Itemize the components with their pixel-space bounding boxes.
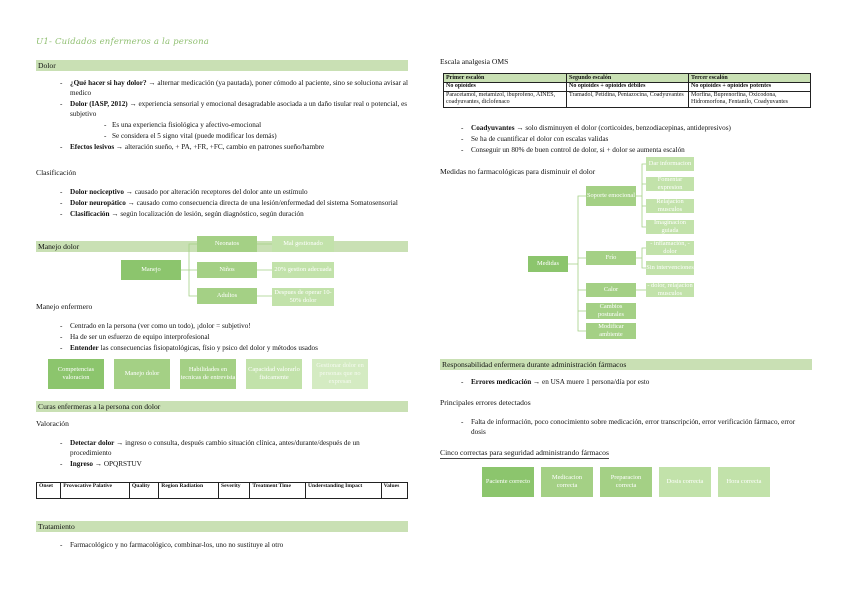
list-item-term: Errores medicación <box>471 378 532 386</box>
manejo-branch-adultos: Adultos <box>197 288 257 304</box>
manejo-leaf-neonatos: Mal gestionado <box>272 236 334 252</box>
list-item-text: Es una experiencia fisiológica y afectivo-emocional <box>112 120 262 129</box>
section-dolor-heading: Dolor <box>36 60 408 71</box>
enfermero-box-5: Gestionar dolor en personas que no expresan <box>312 359 368 389</box>
list-item-text: → experiencia sensorial y emocional desagradable asociada a un daño tisular real o potencial, es subjetivo <box>70 99 408 118</box>
section-valoracion-heading: Valoración <box>36 419 69 428</box>
section-oms-heading: Escala analgesia OMS <box>440 57 509 66</box>
section-cinco-heading: Cinco correctas para seguridad administrando fármacos <box>440 448 609 459</box>
list-item-text: Farmacológico y no farmacológico, combinar-los, uno no sustituye al otro <box>70 541 284 549</box>
opq-cell: Understanding Impact <box>306 483 382 499</box>
section-tratamiento-heading: Tratamiento <box>36 521 408 532</box>
list-item-text: → según localización de lesión, según diagnóstico, según duración <box>109 210 304 219</box>
cinco-box-4: Dosis correcta <box>659 467 711 497</box>
opq-cell: Region Radiation <box>159 483 219 499</box>
opq-cell: Values <box>381 483 407 499</box>
list-item-text: las consecuencias fisiopatológicas, físio y psico del dolor y métodos usados <box>98 344 318 353</box>
errores-list <box>461 418 801 439</box>
medidas-branch-ambiente: Modificar ambiente <box>586 323 636 339</box>
cinco-box-2: Medicacion correcta <box>541 467 593 497</box>
oms-row1-3: No opioides + opioides potentes <box>689 83 811 92</box>
soporte-leaf-4: Imaginacion guiada <box>646 220 694 234</box>
medidas-branch-cambios: Cambios posturales <box>586 303 636 319</box>
oms-row1-2: No opioides + opioides débiles <box>567 83 689 92</box>
soporte-leaf-3: Relajacion musculos <box>646 199 694 213</box>
list-item-text: Conseguir un 80% de buen control de dolor, si + dolor se aumenta escalón <box>471 146 685 155</box>
opq-cell: Provocative Palative <box>61 483 130 499</box>
cinco-box-3: Preparacion correcta <box>600 467 652 497</box>
soporte-leaf-1: Dar informacion <box>646 157 694 171</box>
oms-row2-3: Morfina, Buprenorfina, Oxicodona, Hidromorfona, Fentanilo, Coadyuvantes <box>689 91 811 107</box>
list-item-text: Ha de ser un esfuerzo de equipo interprofesional <box>70 333 210 342</box>
section-medidas-heading: Medidas no farmacológicas para disminuir el dolor <box>440 167 596 176</box>
list-item-text: → alteración sueño, + PA, +FR, +FC, cambio en patrones sueño/hambre <box>114 143 325 152</box>
oms-col-3: Tercer escalón <box>689 74 811 83</box>
medidas-branch-frio: Frío <box>586 251 636 265</box>
list-item-text: → ingreso o consulta, después cambio situación clínica, antes/durante/después de un procedimiento <box>70 439 360 457</box>
opq-cell: Onset <box>37 483 61 499</box>
responsabilidad-list <box>461 378 813 389</box>
list-item <box>461 378 813 388</box>
list-item-text: Falta de información, poco conocimiento sobre medicación, error transcripción, error verificación fármaco, error dosis <box>471 418 796 436</box>
section-errores-heading: Principales errores detectados <box>440 398 531 407</box>
opq-cell: Quality <box>129 483 158 499</box>
enfermero-box-3: Habilidades en tecnicas de entrevista <box>180 359 236 389</box>
manejo-leaf-adultos: Despues de operar 10-50% dolor <box>272 288 334 306</box>
list-item-text: → alternar medicación (ya pautada), poner cómodo al paciente, sino se soluciona avisar al medico <box>70 79 408 97</box>
list-item-text: → OPQRSTUV <box>93 459 142 468</box>
soporte-leaf-2: Fomentar expresion <box>646 177 694 191</box>
manejo-branch-neonatos: Neonatos <box>197 236 257 252</box>
page-title: U1- Cuidados enfermeros a la persona <box>36 37 210 47</box>
enfermero-box-1: Competencias valoracion <box>48 359 104 389</box>
list-item-text: Se considera el 5 signo vital (puede modificar los demás) <box>112 132 277 141</box>
medidas-branch-calor: Calor <box>586 283 636 297</box>
oms-row2-2: Tramadol, Petidina, Pentazocina, Coadyuvantes <box>567 91 689 107</box>
list-item-term: ¿Qué hacer si hay dolor? <box>70 79 147 87</box>
list-item-text: Se ha de cuantificar el dolor con escalas validas <box>471 135 609 144</box>
oms-row2-1: Paracetamol, metamizol, ibuprofeno, AINES, coadyuvantes, diclofenaco <box>444 91 567 107</box>
section-curas-heading: Curas enfermeras a la persona con dolor <box>36 401 408 412</box>
list-item-term: Coadyuvantes <box>471 124 515 132</box>
manejo-leaf-ninos: 20% gestion adecuada <box>272 262 334 278</box>
list-item-text: → en USA muere 1 persona/día por esto <box>531 378 650 386</box>
list-item-text: → solo disminuyen el dolor (corticoides, benzodiacepinas, antidepresivos) <box>514 124 731 132</box>
medidas-root: Medidas <box>528 256 568 272</box>
cinco-box-5: Hora correcta <box>718 467 770 497</box>
enfermero-box-4: Capacidad valorarlo fisicamente <box>246 359 302 389</box>
frio-leaf-1: - inflamación, - dolor <box>646 241 694 255</box>
list-item-term: Dolor (IASP, 2012) <box>70 99 128 108</box>
list-item-term: Dolor nociceptivo <box>70 188 124 196</box>
frio-leaf-2: Sin intervenciones <box>646 261 694 275</box>
list-item-term: Ingreso <box>70 459 94 468</box>
list-item-text: → causado como consecuencia directa de una lesión/enfermedad del sistema Somatosensorial <box>125 199 398 208</box>
list-item-text: Centrado en la persona (ver como un todo), ¡dolor = subjetivo! <box>70 322 251 330</box>
medidas-branch-soporte: Soporte emocional <box>586 186 636 206</box>
oms-col-2: Segundo escalón <box>567 74 689 83</box>
list-item-term: Entender <box>70 344 99 353</box>
cinco-box-1: Paciente correcto <box>482 467 534 497</box>
manejo-branch-ninos: Niños <box>197 262 257 278</box>
section-clasificacion-heading: Clasificación <box>36 168 77 177</box>
list-item-term: Clasificación <box>70 210 110 219</box>
oms-col-1: Primer escalón <box>444 74 567 83</box>
section-responsabilidad-heading: Responsabilidad enfermera durante administración fármacos <box>440 359 812 370</box>
list-item-term: Detectar dolor <box>70 439 115 447</box>
list-item-text: → causado por alteración receptores del dolor ante un estímulo <box>123 188 308 196</box>
calor-leaf-1: - dolor, relajacion musculos <box>647 282 693 297</box>
opq-cell: Severity <box>219 483 250 499</box>
list-item <box>461 418 801 437</box>
list-item-term: Dolor neuropático <box>70 199 126 208</box>
enfermero-box-2: Manejo dolor <box>114 359 170 389</box>
manejo-root: Manejo <box>121 260 181 280</box>
section-manejo-heading: Manejo dolor <box>36 241 408 252</box>
section-enfermero-heading: Manejo enfermero <box>36 302 93 311</box>
opq-cell: Treatment Time <box>250 483 306 499</box>
list-item-term: Efectos lesivos <box>70 143 115 152</box>
oms-row1-1: No opioides <box>444 83 567 92</box>
